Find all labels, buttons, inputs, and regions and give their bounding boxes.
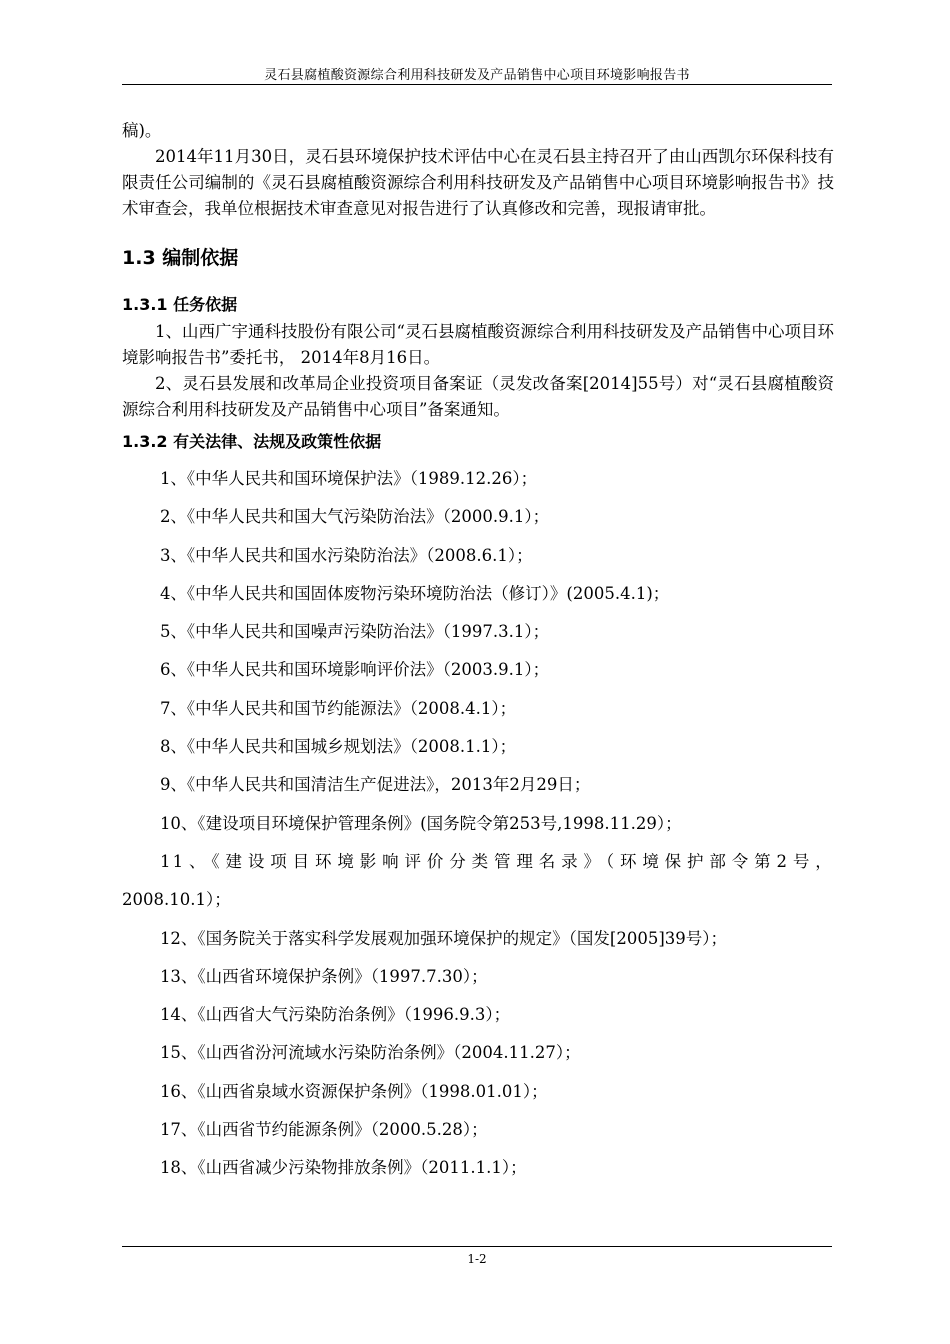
law-item-12: 12、《国务院关于落实科学发展观加强环境保护的规定》（国发[2005]39号）； [159, 928, 728, 948]
law-item-15: 15、《山西省汾河流域水污染防治条例》（2004.11.27）； [159, 1043, 581, 1063]
task-basis-item-1: 1、山西广宇通科技股份有限公司“灵石县腐植酸资源综合利用科技研发及产品销售中心项目环境影响报告书”委托书， 2014年8月16日。 [122, 322, 834, 367]
law-item-5: 5、《中华人民共和国噪声污染防治法》（1997.3.1）； [159, 622, 550, 642]
page-number: 1-2 [467, 1252, 487, 1266]
law-item-2: 2、《中华人民共和国大气污染防治法》（2000.9.1）； [159, 507, 550, 527]
section-heading-1-3: 1.3 编制依据 [122, 247, 239, 269]
page-body [122, 118, 834, 1188]
footer-divider [122, 1246, 832, 1247]
law-item-18: 18、《山西省减少污染物排放条例》（2011.1.1）； [159, 1158, 527, 1178]
law-item-14: 14、《山西省大气污染防治条例》（1996.9.3）； [159, 1005, 511, 1025]
task-basis-item-2: 2、灵石县发展和改革局企业投资项目备案证（灵发改备案[2014]55号）对“灵石县腐植酸资源综合利用科技研发及产品销售中心项目”备案通知。 [122, 374, 834, 419]
law-item-4: 4、《中华人民共和国固体废物污染环境防治法（修订）》(2005.4.1)； [159, 583, 670, 603]
law-item-10: 10、《建设项目环境保护管理条例》(国务院令第253号,1998.11.29）； [159, 813, 682, 833]
law-item-13: 13、《山西省环境保护条例》（1997.7.30）； [159, 966, 488, 986]
law-item-16: 16、《山西省泉域水资源保护条例》（1998.01.01）； [159, 1081, 548, 1101]
law-item-11: 11、《建设项目环境影响评价分类管理名录》（环境保护部令第2号， [159, 851, 834, 871]
header-divider [122, 84, 832, 85]
law-item-1: 1、《中华人民共和国环境保护法》（1989.12.26）； [159, 469, 538, 488]
law-item-3: 3、《中华人民共和国水污染防治法》（2008.6.1）； [159, 545, 533, 565]
law-item-17: 17、《山西省节约能源条例》（2000.5.28）； [159, 1120, 488, 1140]
intro-paragraph: 2014年11月30日，灵石县环境保护技术评估中心在灵石县主持召开了由山西凯尔环保科技有限责任公司编制的《灵石县腐植酸资源综合利用科技研发及产品销售中心项目环境影响报告书》技术审查会，我单位根据技术审查意见对报告进行了认真修改和完善，现报请审批。 [122, 147, 834, 218]
running-header-title: 灵石县腐植酸资源综合利用科技研发及产品销售中心项目环境影响报告书 [264, 68, 690, 83]
continuation-text: 稿)。 [122, 121, 162, 140]
law-item-8: 8、《中华人民共和国城乡规划法》（2008.1.1）； [159, 737, 517, 757]
law-item-6: 6、《中华人民共和国环境影响评价法》（2003.9.1）； [159, 660, 550, 680]
subsection-heading-1-3-1: 1.3.1 任务依据 [122, 295, 238, 314]
law-item-7: 7、《中华人民共和国节约能源法》（2008.4.1）； [159, 698, 517, 718]
law-item-11-continuation: 2008.10.1）； [122, 890, 231, 910]
subsection-heading-1-3-2: 1.3.2 有关法律、法规及政策性依据 [122, 432, 382, 451]
law-item-9: 9、《中华人民共和国清洁生产促进法》，2013年2月29日； [159, 775, 591, 795]
